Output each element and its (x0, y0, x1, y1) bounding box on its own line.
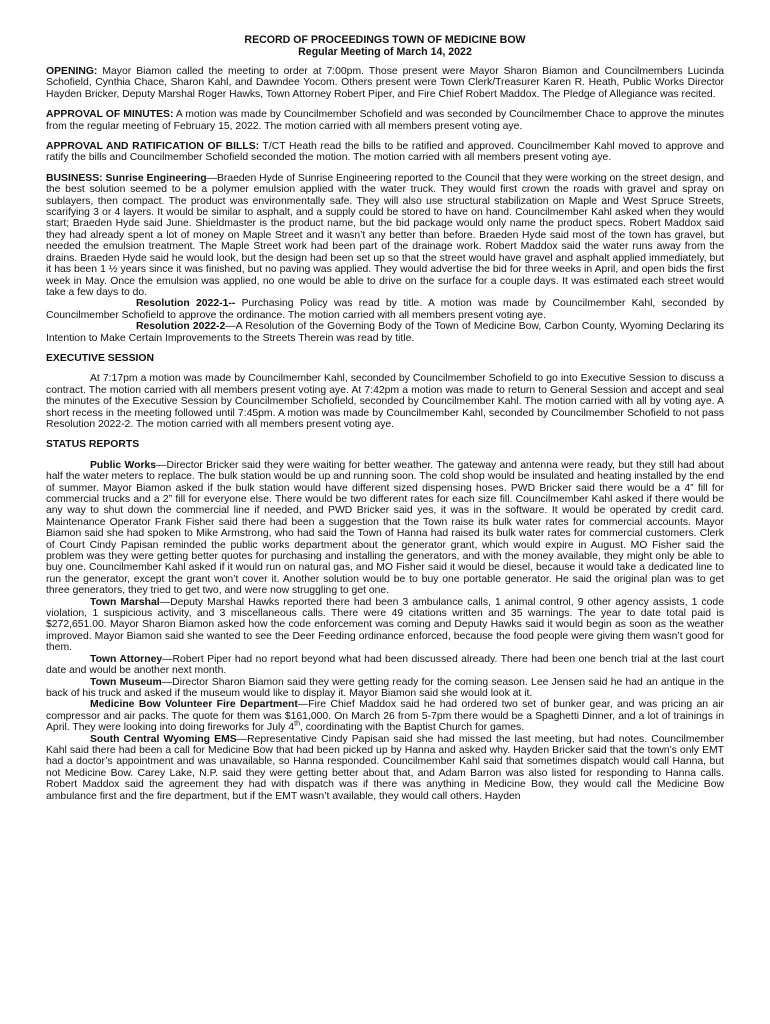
ems-label: South Central Wyoming EMS (90, 733, 237, 745)
resolution-2-paragraph (46, 321, 724, 344)
fire-department-superscript: th (294, 720, 300, 728)
business-paragraph (46, 173, 724, 298)
executive-session-paragraph: At 7:17pm a motion was made by Councilmember Kahl, seconded by Councilmember Schofield to go into Executive Session to discuss a contract. The motion carried with all members present voting aye. At 7:42pm a motion was made to return to General Session and accept and seal the minutes of the Executive Session by Councilmember Schofield, seconded by Councilmember Kahl. The motion carried with all by voting aye. A short recess in the meeting followed until 7:45pm. A motion was made by Councilmember Kahl, seconded by Councilmember Schofield to not pass Resolution 2022-2. The motion carried with all members present voting aye. (46, 373, 724, 430)
bills-label: APPROVAL AND RATIFICATION OF BILLS: (46, 141, 260, 153)
town-marshal-label: Town Marshal (90, 596, 160, 608)
business-label: BUSINESS: Sunrise Engineering (46, 172, 207, 184)
business-text: —Braeden Hyde of Sunrise Engineering reported to the Council that they were working on the street design, and the best solution seemed to be a polymer emulsion applied with the water truck. They would first crown the roads with gravel and spray on sublayers, then compact. The product was environmentally safe. They will also use structural stabilization on Maple and West Spruce Streets, scarifying 3 or 4 layers. It would be similar to asphalt, and a supply could be stored to have on hand. Councilmember Kahl asked when they would start; Braeden Hyde said June. Shieldmaster is the product name, but the bid package would only name the product specs. Robert Maddox said they had already spent a lot of money on Maple Street and it wasn’t any better than before. Braeden Hyde said most of the town has gravel, but needed the emulsion treatment. The Maple Street work had been part of the drainage work. Robert Maddox said the water runs away from the drains. Braeden Hyde said he would look, but the design had been set up so that the street would have gravel and asphalt applied immediately, but it has been 1 ½ years since it was finished, but no paving was applied. They would advertise the bid for three weeks in April, and open bids the first week in May. Once the emulsion was applied, no one would be able to drive on the surface for a couple days. It was estimated each street would take a few days to do. (46, 172, 724, 298)
minutes-paragraph (46, 109, 724, 132)
town-museum-label: Town Museum (90, 676, 162, 688)
minutes-label: APPROVAL OF MINUTES: (46, 109, 174, 121)
resolution-1-text: Purchasing Policy was read by title. A motion was made by Councilmember Kahl, seconded by Councilmember Schofield to approve the ordinance. The motion carried with all members present voting aye. (46, 298, 724, 321)
resolution-1-label: Resolution 2022-1-- (136, 298, 236, 310)
town-marshal-text: —Deputy Marshal Hawks reported there had been 3 ambulance calls, 1 animal control, 9 other agency assists, 1 code violation, 1 suspicious activity, and 3 miscellaneous calls. There were 49 citations written and 35 warnings. The year to date total paid is $272,651.00. Mayor Sharon Biamon asked how the code enforcement was coming and Deputy Hawks said it would begin as soon as the weather improved. Mayor Biamon said she wanted to see the Deer Feeding ordinance enforced, because the food people were giving them wasn’t good for them. (46, 596, 724, 654)
resolution-2-label: Resolution 2022-2 (136, 321, 226, 333)
document-title: RECORD OF PROCEEDINGS TOWN OF MEDICINE BOW (244, 34, 526, 46)
resolution-2-text: —A Resolution of the Governing Body of the Town of Medicine Bow, Carbon County, Wyoming Declaring its Intention to Make Certain Improvements to the Streets Therein was read by title. (46, 321, 724, 344)
town-museum-paragraph (46, 677, 724, 700)
public-works-paragraph (46, 460, 724, 597)
public-works-text: —Director Bricker said they were waiting for better weather. The gateway and antenna were ready, but they still had about half the water meters to replace. The bulk station would be up and running soon. The cold shop would be insulated and heating installed by the end of summer. Mayor Biamon asked if the bulk station would have different sized dispensing hoses. PWD Bricker said there would be a 4” fill for commercial trucks and a 2” fill for everyone else. There would be two different rates for each size fill. Councilmember Kahl asked if there would be any way to shut down the commercial line if needed, and PWD Bricker said yes, it was in the software. It would be operated by credit card. Maintenance Operator Frank Fisher said there had been a suggestion that the Town raise its bulk water rates for commercial accounts. Mayor Biamon said she had spoken to Mike Armstrong, who had said the Town of Hanna had raised its bulk water rates for commercial customers. Clerk of Court Cindy Papisan reminded the public works department about the generator grant, which would expire in August. MO Fisher said the problem was they were getting better quotes for purchasing and installing the generators, and with the money available, they might only be able to buy one. Councilmember Kahl asked if it would run on natural gas, and MO Fisher said it would be diesel, because it would take a dedicated line to run the generator, except the grant won’t cover it. Another solution would be to buy one portable generator. He said the original plan was to get three generators, they tried to get two, and were now struggling to get one. (46, 459, 724, 597)
document-subtitle: Regular Meeting of March 14, 2022 (298, 46, 472, 58)
town-attorney-text: —Robert Piper had no report beyond what had been discussed already. There had been one bench trial at the last court date and would be another next month. (46, 653, 724, 677)
status-reports-heading: STATUS REPORTS (46, 439, 140, 451)
ems-paragraph (46, 734, 724, 802)
fire-department-paragraph (46, 699, 724, 733)
public-works-label: Public Works (90, 459, 157, 471)
opening-label: OPENING: (46, 66, 98, 77)
town-attorney-label: Town Attorney (90, 653, 163, 665)
town-attorney-paragraph (46, 654, 724, 677)
fire-department-text-b: , coordinating with the Baptist Church for games. (300, 722, 525, 734)
town-marshal-paragraph (46, 597, 724, 654)
minutes-text: A motion was made by Councilmember Schofield and was seconded by Councilmember Chace to approve the minutes from the regular meeting of February 15, 2022. The motion carried with all members present voting aye. (46, 109, 724, 132)
executive-session-heading: EXECUTIVE SESSION (46, 352, 154, 364)
opening-text: Mayor Biamon called the meeting to order at 7:00pm. Those present were Mayor Sharon Biamon and Councilmembers Lucinda Schofield, Cynthia Chace, Sharon Kahl, and Dawndee Yocom. Others present were Town Clerk/Treasurer Karen R. Heath, Public Works Director Hayden Bricker, Deputy Marshal Roger Hawks, Town Attorney Robert Piper, and Fire Chief Robert Maddox. The Pledge of Allegiance was recited. (46, 66, 724, 100)
bills-paragraph (46, 141, 724, 164)
fire-department-label: Medicine Bow Volunteer Fire Department (90, 699, 298, 711)
resolution-1-paragraph (46, 298, 724, 321)
town-museum-text: —Director Sharon Biamon said they were getting ready for the coming season. Lee Jensen said he had an antique in the back of his truck and asked if the museum would like to display it. Mayor Biamon said she would look at it. (46, 676, 724, 699)
opening-paragraph (46, 66, 724, 100)
fire-department-text-a: —Fire Chief Maddox said he had ordered two set of bunker gear, and was pricing an air compressor and air packs. The quote for them was $161,000. On March 26 from 5-7pm there would be a Spaghetti Dinner, and a lot of trainings in April. They were looking into doing fireworks for July 4 (46, 699, 724, 734)
bills-text: T/CT Heath read the bills to be ratified and approved. Councilmember Kahl moved to approve and ratify the bills and Councilmember Schofield seconded the motion. The motion carried with all members present voting aye. (46, 141, 725, 164)
ems-text: —Representative Cindy Papisan said she had missed the last meeting, but had notes. Councilmember Kahl said there had been a call for Medicine Bow that had been picked up by Hanna and asked why. Hayden Bricker said that the town’s only EMT had a doctor’s appointment and was unavailable, so Hanna responded. Councilmember Kahl said that sometimes dispatch would call Hanna, but not Medicine Bow. Carey Lake, N.P. said they were getting better about that, and Adam Barron was also listed for responding to Hanna calls. Robert Maddox said the agreement they had with dispatch was if there was anything in Medicine Bow, they would call the Medicine Bow ambulance first and the fire department, but if the EMT wasn’t available, they would call others. Hayden (46, 733, 724, 802)
